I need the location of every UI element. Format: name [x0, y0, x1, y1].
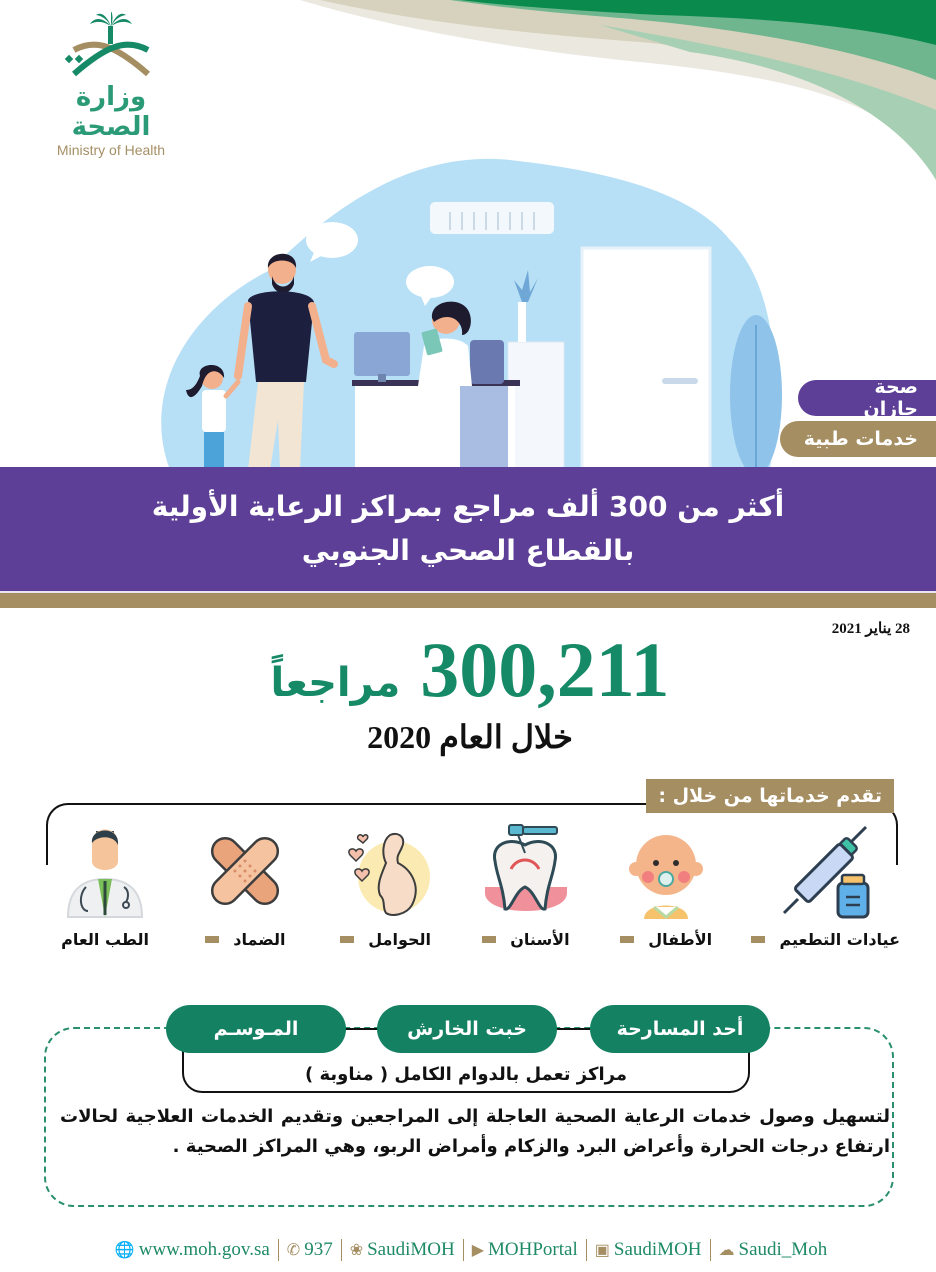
service-label: عيادات التطعيم	[779, 930, 900, 949]
phone-icon: ✆	[286, 1242, 301, 1259]
service-label: الأسنان	[510, 930, 570, 949]
centers-description: لتسهيل وصول خدمات الرعاية الصحية العاجلة إلى المراجعين وتقديم الخدمات العلاجية لحالات ارتفاع درجات الحرارة وأعراض البرد والزكام وأمراض الربو، وهي المراكز الصحية .	[60, 1106, 890, 1157]
snapchat-text: Saudi_Moh	[738, 1239, 828, 1260]
globe-icon: 🌐	[114, 1242, 135, 1259]
snapchat-icon: ☁	[718, 1242, 735, 1259]
footer-separator	[278, 1239, 279, 1261]
twitter-icon: ❀	[349, 1242, 364, 1259]
pregnant-woman-icon	[331, 818, 441, 924]
category-tag	[780, 421, 936, 457]
region-tag-label: صحة جازان	[863, 376, 918, 420]
services-heading-label: تقدم خدماتها من خلال :	[658, 785, 882, 807]
bullet-icon	[751, 936, 765, 943]
service-label: الحوامل	[368, 930, 431, 949]
region-tag	[798, 376, 936, 420]
tan-band-divider	[0, 593, 936, 608]
service-item-children	[611, 818, 721, 958]
contact-footer	[86, 1236, 856, 1264]
footer-separator	[341, 1239, 342, 1261]
footer-facebook[interactable]	[595, 1239, 702, 1261]
bullet-icon	[340, 936, 354, 943]
bullet-icon	[482, 936, 496, 943]
service-label: الضماد	[233, 930, 286, 949]
youtube-icon: ▶	[471, 1242, 485, 1259]
publish-date: 28 يناير 2021	[831, 621, 910, 637]
service-item-dressing	[190, 818, 300, 958]
logo-arabic-text: وزارة الصحة	[71, 82, 151, 142]
center-name: خبت الخارش	[407, 1018, 527, 1040]
footer-website[interactable]	[115, 1239, 270, 1261]
website-text: www.moh.gov.sa	[138, 1239, 270, 1260]
service-item-dental	[471, 818, 581, 958]
center-name: المـوسـم	[213, 1018, 299, 1040]
headline-line-2: بالقطاع الصحي الجنوبي	[301, 534, 635, 567]
visitor-stat	[220, 628, 720, 712]
footer-separator	[463, 1239, 464, 1261]
footer-phone[interactable]	[287, 1239, 333, 1261]
services-heading	[646, 779, 894, 813]
stat-period: خلال العام 2020	[367, 719, 573, 755]
footer-separator	[586, 1239, 587, 1261]
center-pill-2	[377, 1005, 557, 1053]
tooth-icon	[471, 818, 581, 924]
clinic-reception-illustration	[130, 150, 810, 470]
ministry-logo	[36, 12, 186, 158]
syringe-icon	[771, 818, 881, 924]
center-pill-1	[590, 1005, 770, 1053]
footer-separator	[710, 1239, 711, 1261]
footer-twitter[interactable]	[350, 1239, 455, 1261]
palm-swords-emblem-icon	[56, 12, 166, 82]
facebook-text: SaudiMOH	[613, 1239, 702, 1260]
phone-text: 937	[304, 1239, 333, 1260]
center-pill-3	[166, 1005, 346, 1053]
visitor-count: 300,211	[420, 626, 670, 713]
service-item-general-medicine	[50, 818, 160, 958]
footer-youtube[interactable]	[472, 1239, 578, 1261]
bullet-icon	[620, 936, 634, 943]
service-item-vaccination	[751, 818, 900, 958]
bandage-icon	[190, 818, 300, 924]
doctor-icon	[50, 818, 160, 924]
service-item-pregnant	[331, 818, 441, 958]
headline-banner	[0, 467, 936, 591]
footer-snapchat[interactable]	[719, 1239, 828, 1261]
bullet-icon	[205, 936, 219, 943]
facebook-icon: ▣	[594, 1242, 610, 1259]
headline-line-1: أكثر من 300 ألف مراجع بمراكز الرعاية الأولية	[151, 490, 785, 523]
centers-note: مراكز تعمل بالدوام الكامل ( مناوبة )	[305, 1064, 627, 1085]
youtube-text: MOHPortal	[488, 1239, 578, 1260]
category-tag-label: خدمات طبية	[803, 428, 918, 450]
service-label: الأطفال	[648, 930, 713, 949]
service-label: الطب العام	[61, 930, 149, 949]
visitor-unit: مراجعاً	[270, 660, 401, 706]
baby-icon	[611, 818, 721, 924]
twitter-text: SaudiMOH	[367, 1239, 455, 1260]
services-list	[50, 818, 900, 958]
logo-english-text: Ministry of Health	[56, 142, 166, 158]
center-name: أحد المسارحة	[616, 1018, 744, 1040]
